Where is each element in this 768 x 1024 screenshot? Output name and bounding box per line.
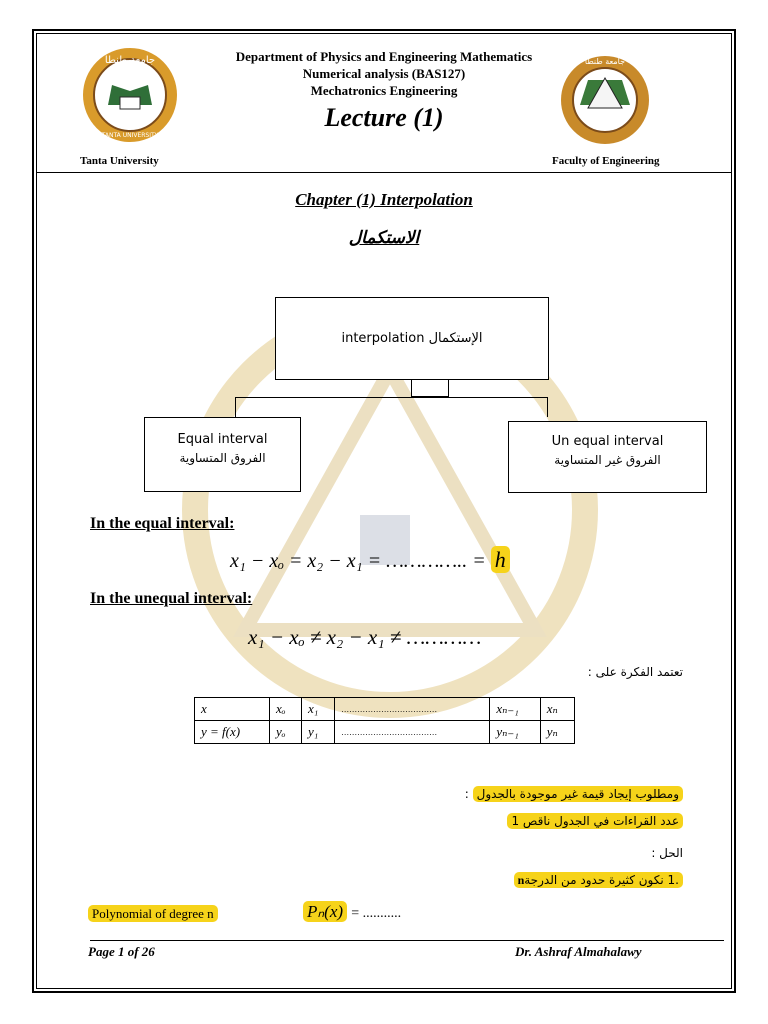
table-row-y [195, 721, 575, 744]
equal-formula-text: x₁ − xₒ = x₂ − x₁ = ………….. [230, 550, 468, 572]
data-table [194, 697, 575, 744]
unequal-interval-arabic: الفروق غير المتساوية [554, 453, 661, 467]
equal-interval-box [144, 417, 301, 492]
course-name: Numerical analysis (BAS127) [302, 66, 466, 81]
polynomial-label [88, 906, 218, 922]
connector-left-drop [235, 397, 236, 417]
lecture-title: Lecture (1) [324, 103, 444, 132]
required-line [420, 787, 683, 801]
polynomial-rest: = ........... [351, 906, 402, 921]
right-label: Faculty of Engineering [552, 155, 660, 167]
required-highlight: ومطلوب إيجاد قيمة غير موجودة بالجدول [473, 786, 683, 802]
department-name: Department of Physics and Engineering Mathematics [235, 49, 533, 64]
connector-right-drop [547, 397, 548, 417]
connector-horizontal [235, 397, 548, 398]
left-label: Tanta University [80, 155, 159, 167]
idea-text: تعتمد الفكرة على : [587, 665, 683, 679]
page-number: Page 1 of 26 [88, 944, 155, 959]
table-cell: yₙ₋₁ [490, 721, 540, 744]
unequal-interval-formula: x₁ − xₒ ≠ x₂ − x₁ ≠ ………… [248, 625, 482, 649]
table-cell: ……………………………… [335, 721, 490, 744]
program-name: Mechatronics Engineering [310, 83, 458, 98]
interpolation-box-label: interpolation الإستكمال [341, 331, 483, 346]
required-colon: : [464, 787, 469, 801]
left-logo-arabic: جامعة طنطا [104, 55, 156, 66]
step1-line [420, 873, 683, 888]
table-cell: x₁ [302, 698, 335, 721]
equal-interval-arabic: الفروق المتساوية [179, 451, 266, 465]
equal-interval-heading: In the equal interval: [90, 515, 235, 532]
table-cell: ……………………………… [335, 698, 490, 721]
step1-highlight [514, 872, 683, 888]
table-cell: x [195, 698, 270, 721]
header-titles [190, 48, 578, 99]
header-divider [37, 172, 731, 173]
table-cell: xₒ [270, 698, 302, 721]
step1-text: .1 نكون كثيرة حدود من الدرجة [524, 873, 679, 887]
equal-interval-label: Equal interval [177, 432, 268, 447]
footer-divider [90, 940, 724, 941]
unequal-interval-box [508, 421, 707, 493]
connector-stub [411, 380, 449, 397]
equal-interval-formula [230, 547, 510, 573]
chapter-title: Chapter (1) Interpolation [295, 190, 473, 209]
polynomial-p-highlight: Pₙ(x) [303, 901, 347, 922]
h-highlight: h [491, 546, 510, 573]
left-logo-ring-text: TANTA UNIVERSITY [101, 132, 159, 139]
interpolation-box [275, 297, 549, 380]
table-cell: xₙ [540, 698, 574, 721]
solution-label: الحل : [651, 846, 683, 860]
table-cell: xₙ₋₁ [490, 698, 540, 721]
table-cell: y = f(x) [195, 721, 270, 744]
arabic-title: الاستكمال [348, 228, 420, 248]
polynomial-highlight: Polynomial of degree n [88, 905, 218, 922]
table-cell: y₁ [302, 721, 335, 744]
equal-formula-equals: = [472, 550, 491, 572]
readings-line [420, 814, 683, 828]
table-row-x [195, 698, 575, 721]
tanta-university-logo [80, 45, 180, 145]
step1-n: n [517, 873, 525, 887]
table-cell: yₒ [270, 721, 302, 744]
author-name: Dr. Ashraf Almahalawy [515, 944, 642, 959]
unequal-interval-heading: In the unequal interval: [90, 590, 253, 607]
unequal-interval-label: Un equal interval [551, 434, 664, 449]
right-logo-arabic: جامعة طنطا [584, 57, 626, 66]
table-cell: yₙ [540, 721, 574, 744]
polynomial-formula [303, 902, 401, 922]
readings-highlight: عدد القراءات في الجدول ناقص 1 [507, 813, 683, 829]
